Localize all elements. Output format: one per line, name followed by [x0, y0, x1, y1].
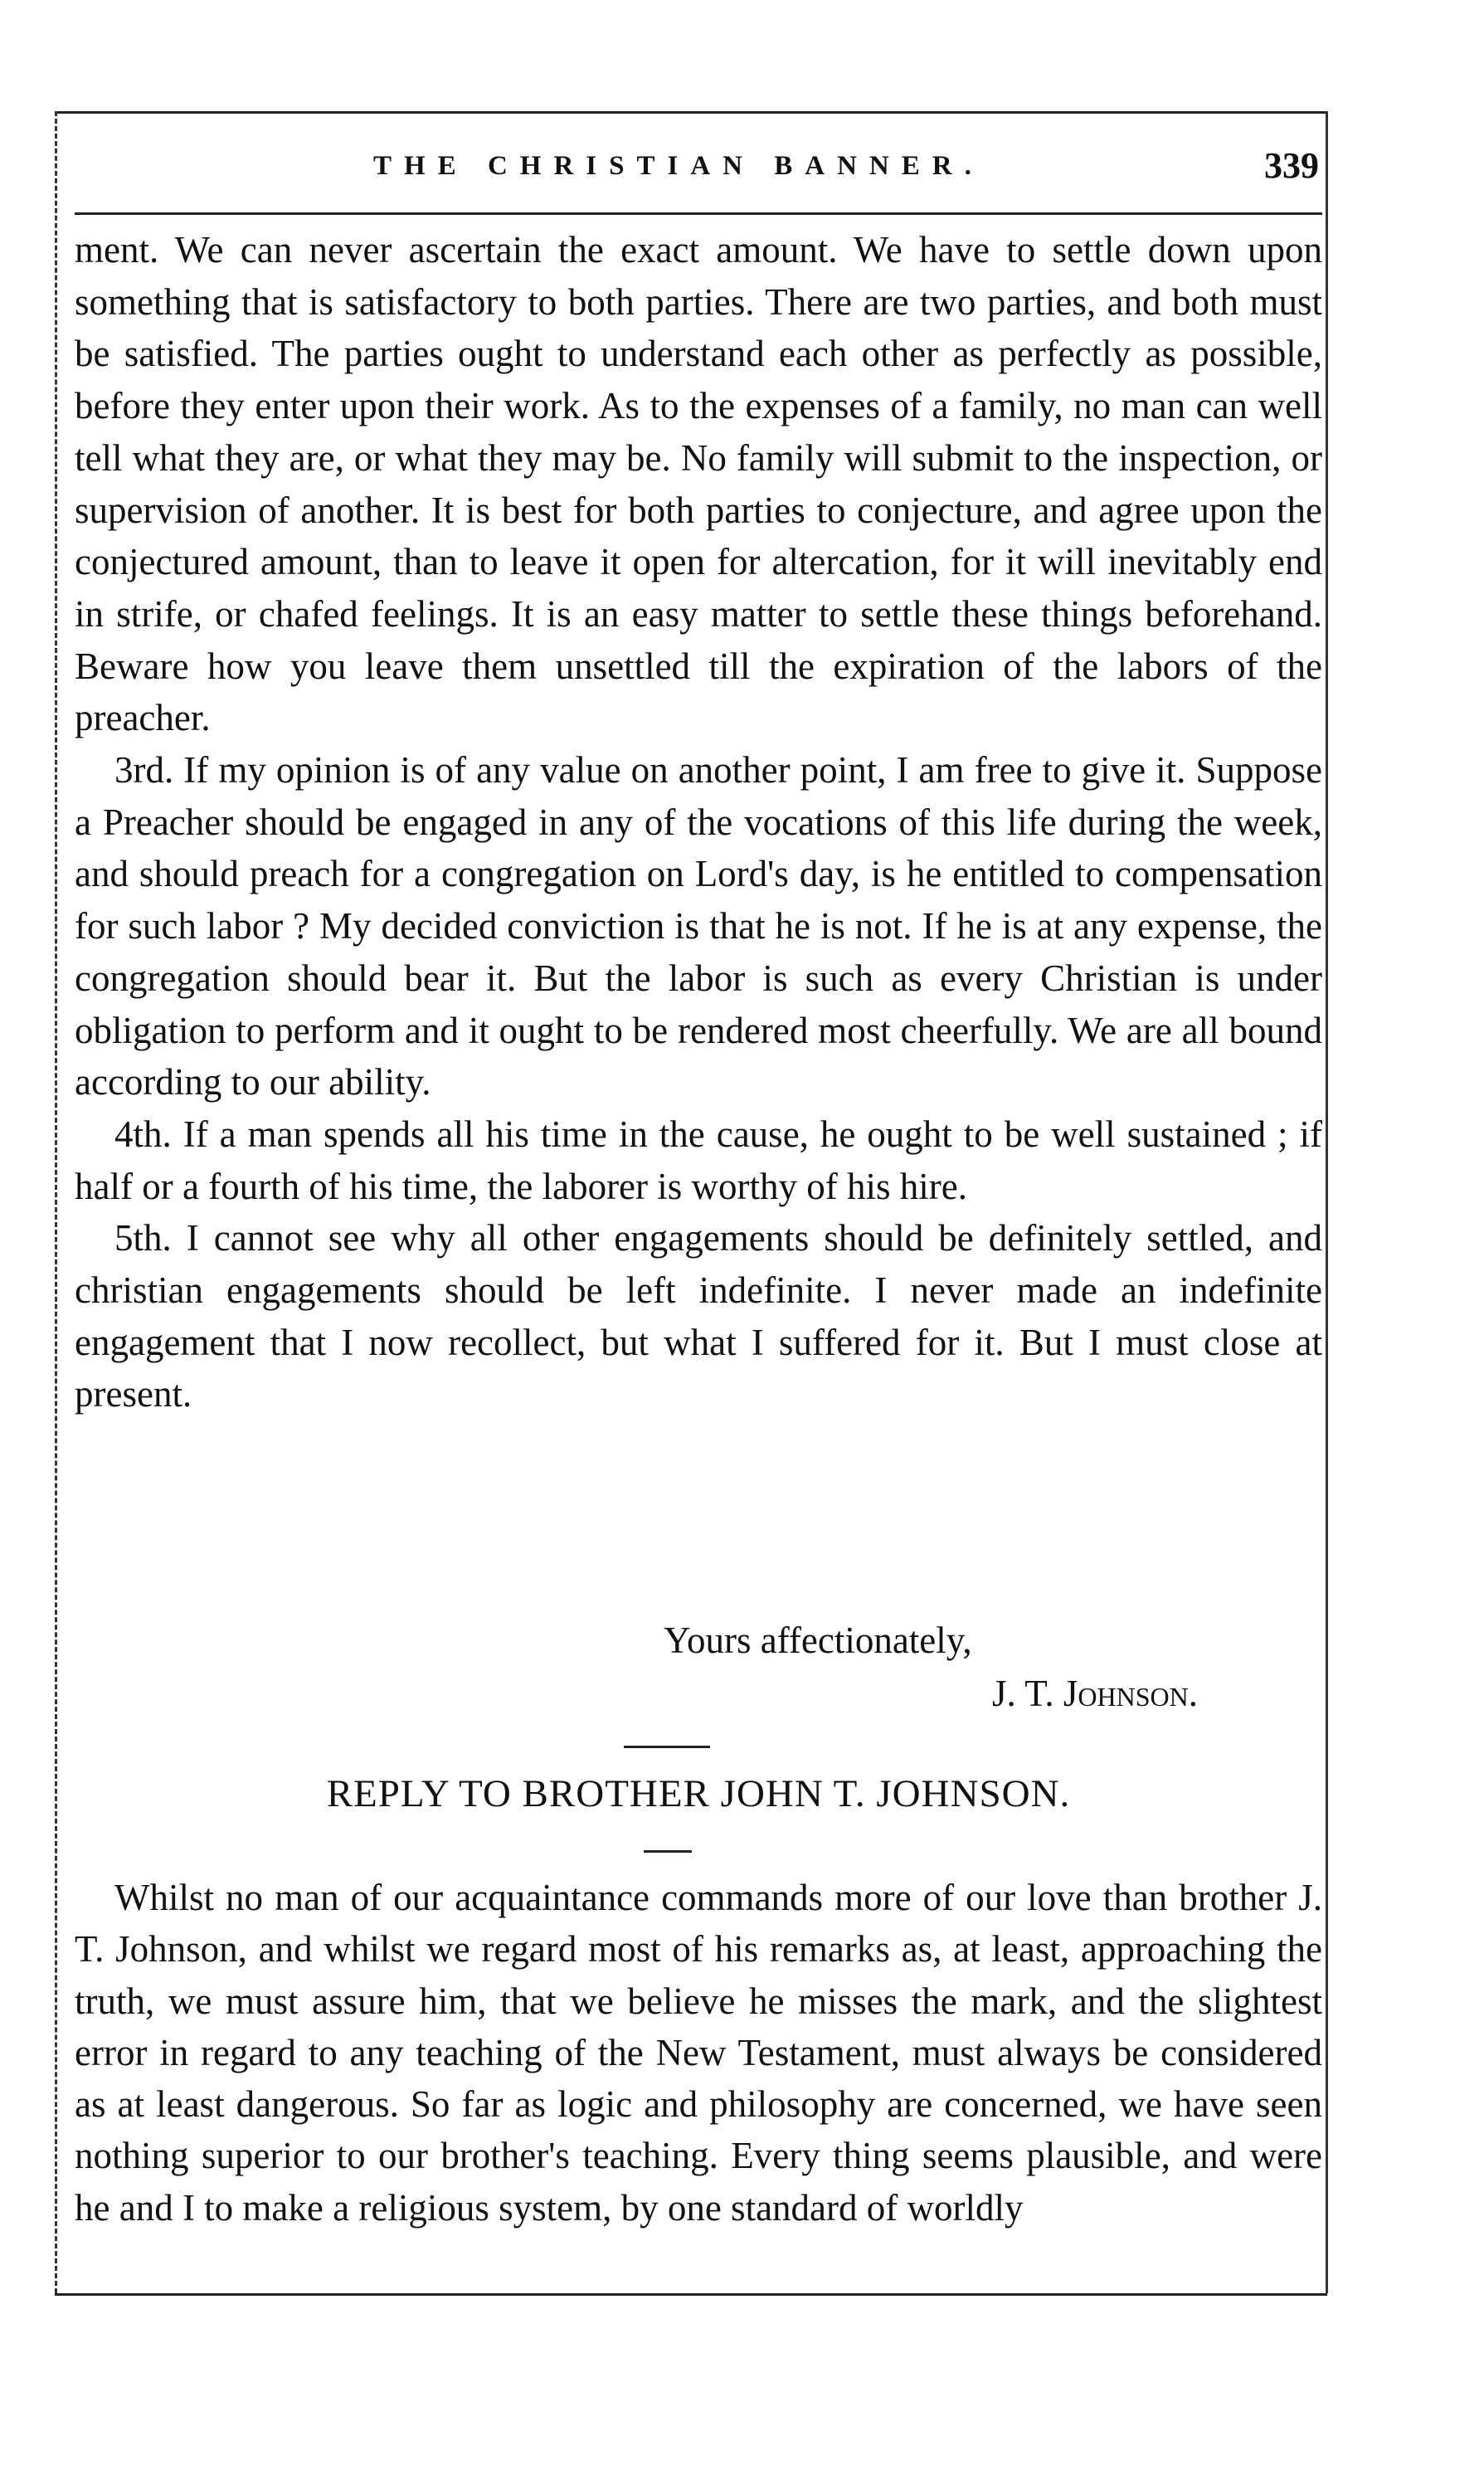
running-head	[75, 144, 1322, 194]
top-border-rule	[55, 111, 1327, 114]
letter-paragraph: 3rd. If my opinion is of any value on another point, I am free to give it. Suppose a Preacher should be engaged in any of the vocations of this life during the week, and should preach for a congregation on Lord's day, is he entitled to compensation for such labor ? My decided conviction is that he is not. If he is at any expense, the congregation should bear it. But the labor is such as every Christian is under obligation to perform and it ought to be rendered most cheerfully. We are all bound according to our ability.	[75, 749, 1322, 1103]
left-border-rule	[55, 111, 57, 2293]
page-number: 339	[1264, 145, 1319, 186]
letter-paragraph: ment. We can never ascertain the exact amount. We have to settle down upon something that is satisfactory to both parties. There are two parties, and both must be satisfied. The parties ought to understand each other as perfectly as possible, before they enter upon their work. As to the expenses of a family, no man can well tell what they are, or what they may be. No family will submit to the inspection, or supervision of another. It is best for both parties to conjecture, and agree upon the conjectured amount, than to leave it open for altercation, for it will inevitably end in strife, or chafed feelings. It is an easy matter to settle these things beforehand. Beware how you leave them unsettled till the expiration of the labors of the preacher.	[75, 229, 1322, 739]
letter-signature: J. T. Johnson.	[992, 1673, 1198, 1714]
reply-paragraph: Whilst no man of our acquaintance commands more of our love than brother J. T. Johnson, and whilst we regard most of his remarks as, at least, approaching the truth, we must assure him, that we believe he misses the mark, and the slightest error in regard to any teaching of the New Testament, must always be considered as at least dangerous. So far as logic and philosophy are concerned, we have seen nothing superior to our brother's teaching. Every thing seems plausible, and were he and I to make a religious system, by one standard of worldly	[75, 1877, 1322, 2229]
bottom-border-rule	[55, 2293, 1327, 2296]
letter-paragraph: 4th. If a man spends all his time in the cause, he ought to be well sustained ; if half or a fourth of his time, the laborer is worthy of his hire.	[75, 1113, 1322, 1207]
heading-divider	[644, 1850, 692, 1853]
running-head-title: THE CHRISTIAN BANNER.	[373, 151, 984, 181]
letter-paragraph: 5th. I cannot see why all other engagements should be definitely settled, and christian engagements should be left indefinite. I never made an indefinite engagement that I now recollect, but what I suffered for it. But I must close at present.	[75, 1217, 1322, 1415]
letter-closing: Yours affectionately,	[664, 1620, 972, 1661]
letter-body	[75, 224, 1322, 1420]
reply-body	[75, 1872, 1322, 2234]
section-divider	[624, 1746, 710, 1748]
header-rule	[75, 212, 1322, 215]
right-border-rule	[1326, 111, 1328, 2293]
reply-heading: REPLY TO BROTHER JOHN T. JOHNSON.	[326, 1772, 1071, 1815]
